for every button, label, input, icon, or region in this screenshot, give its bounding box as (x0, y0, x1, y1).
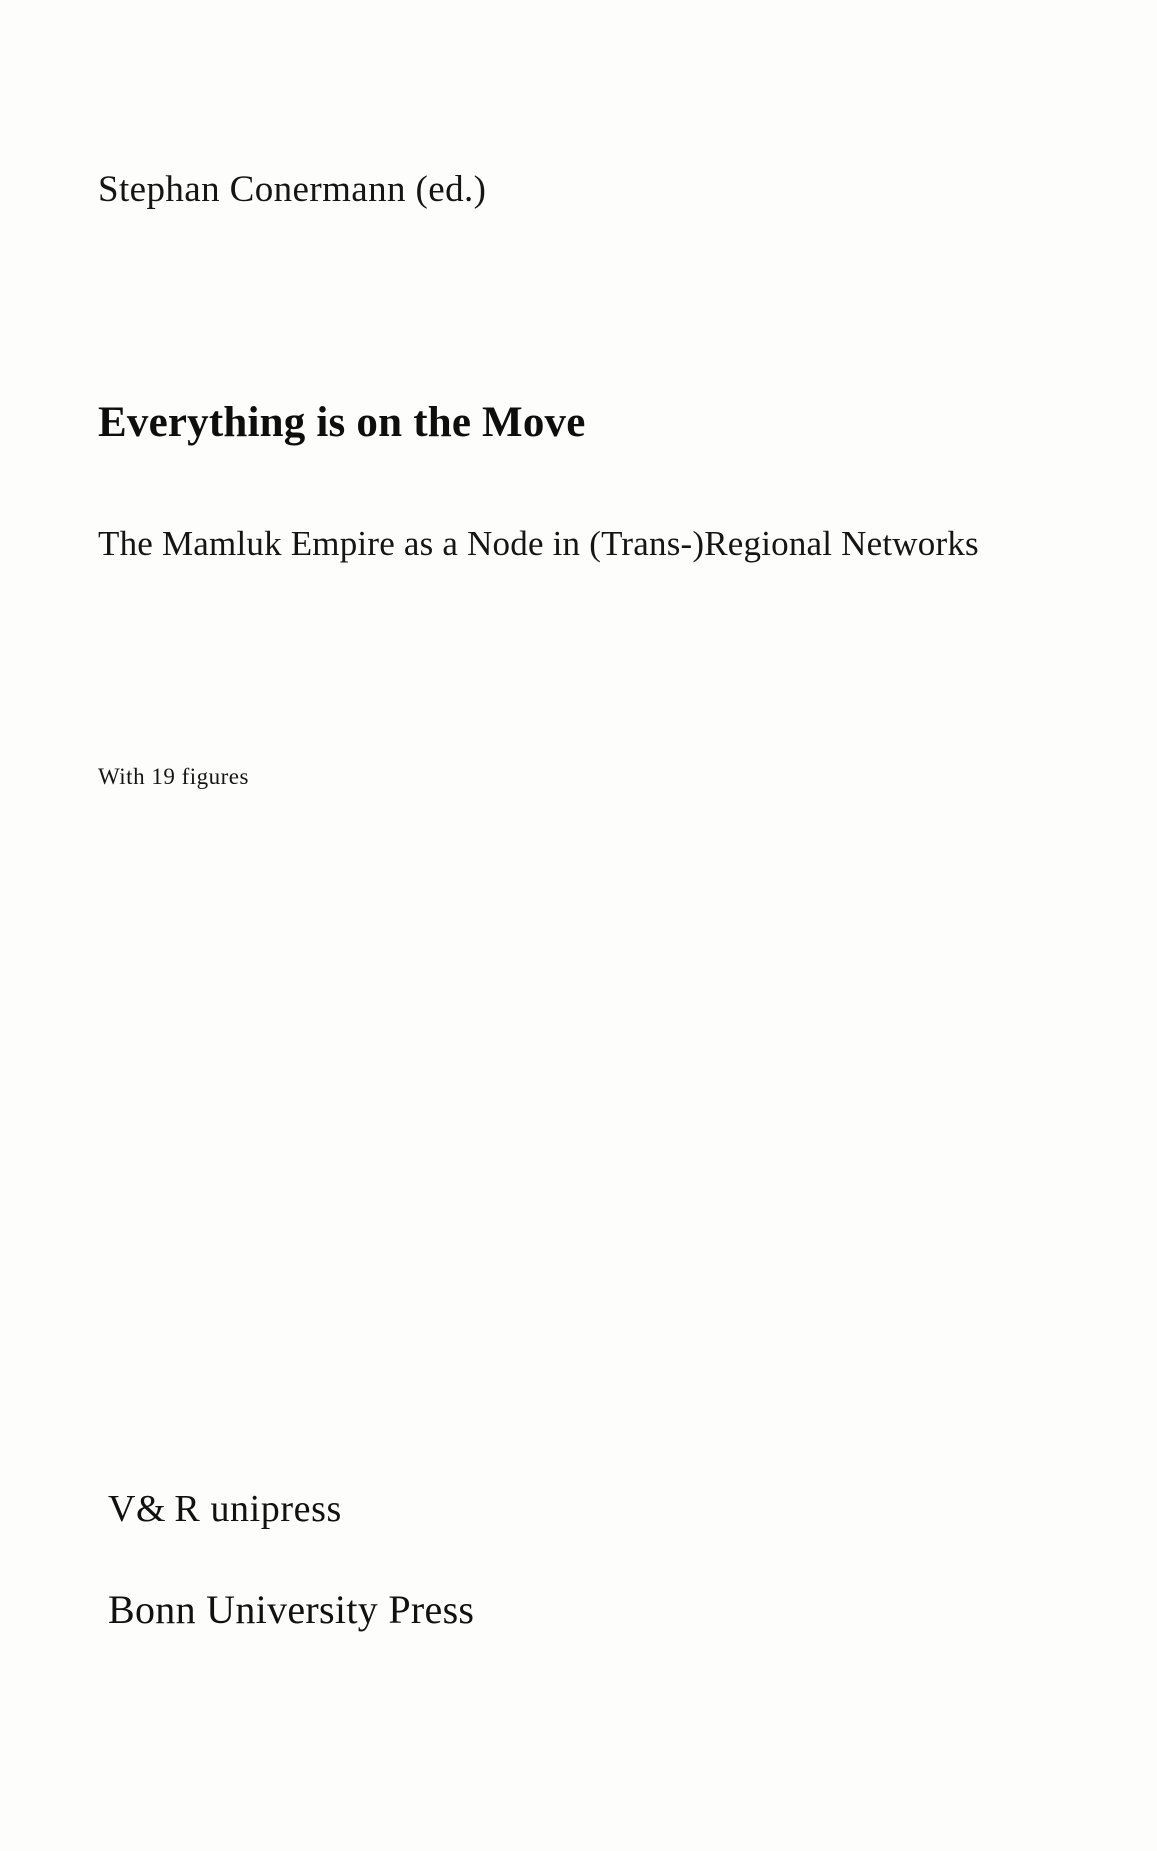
figures-note: With 19 figures (98, 764, 249, 789)
editor-name: Stephan Conermann (ed.) (98, 169, 487, 210)
imprint-name: Bonn University Press (108, 1587, 475, 1632)
publisher-name: V& R unipress (108, 1488, 342, 1530)
page-title: Everything is on the Move (98, 399, 586, 446)
page-subtitle: The Mamluk Empire as a Node in (Trans-)Regional Networks (98, 524, 979, 563)
